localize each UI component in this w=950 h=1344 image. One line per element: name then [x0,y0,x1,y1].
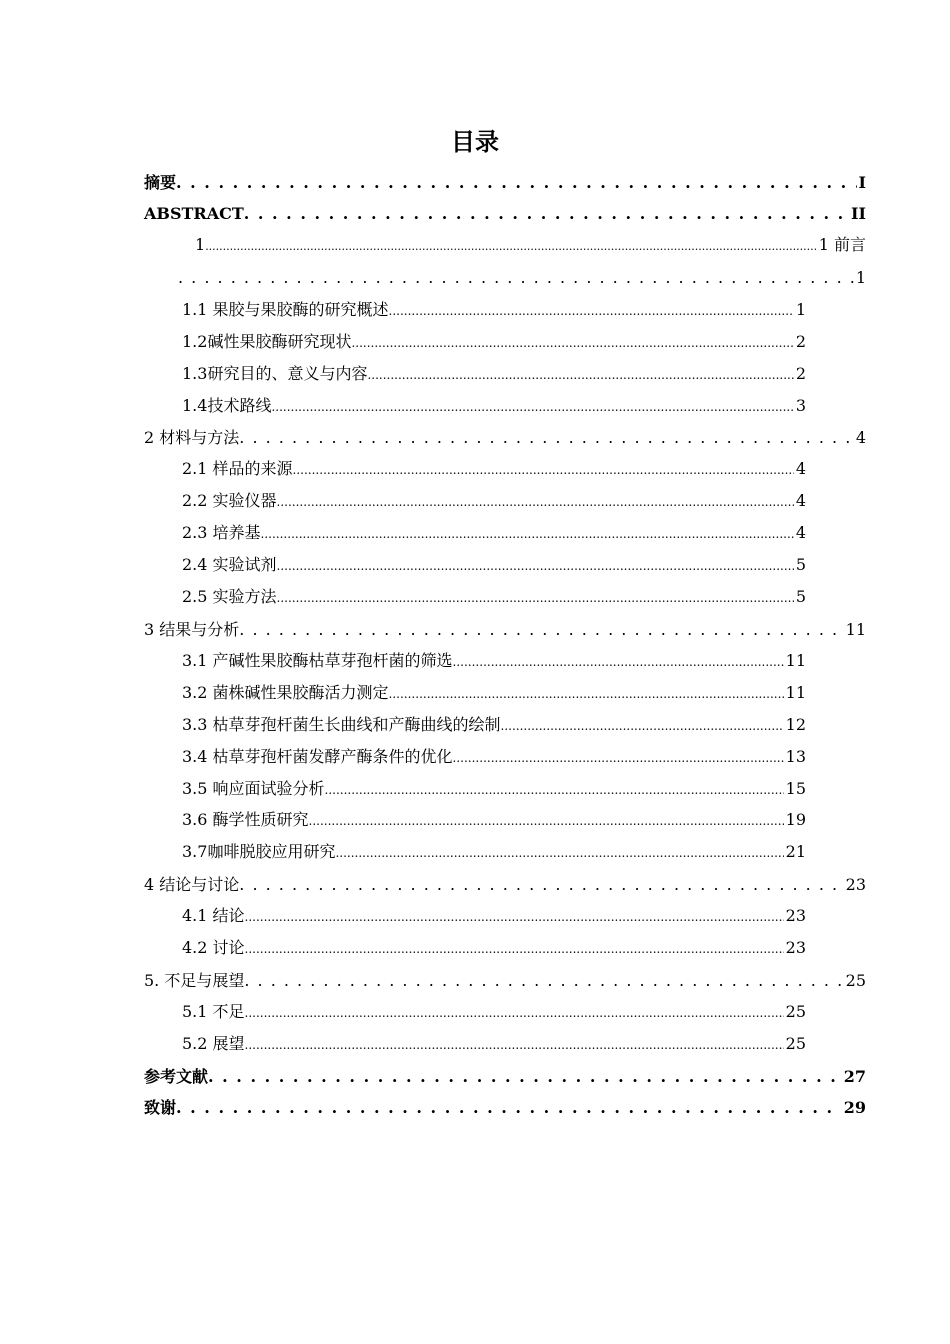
toc-entry-page: I [858,173,866,192]
toc-entry-label: 2.2 实验仪器 [182,491,277,510]
toc-entry-label: 3.3 枯草芽孢杆菌生长曲线和产酶曲线的绘制 [182,715,501,734]
toc-entry-label: 2.5 实验方法 [182,587,277,606]
toc-entry-page: 12 [785,715,806,734]
dot-leader [325,777,784,803]
dot-leader [245,936,784,962]
dot-leader [501,713,784,739]
dot-leader [309,808,784,834]
toc-entry-label: 5.1 不足 [182,1002,245,1021]
dot-leader [277,553,794,579]
dot-leader [244,201,849,227]
dot-leader [351,330,793,356]
toc-entry-references[interactable] [144,1064,866,1090]
toc-entry-page: 13 [785,747,806,766]
toc-entry-section[interactable] [182,680,806,706]
toc-entry-page: 25 [845,971,866,990]
toc-entry-section[interactable] [182,584,806,610]
toc-entry-page: 5 [795,587,806,606]
toc-entry-label: 2.4 实验试剂 [182,555,277,574]
toc-entry-label: 3.7咖啡脱胶应用研究 [182,842,336,861]
toc-entry-label: 5. 不足与展望 [144,971,245,990]
toc-entry-page: 4 [795,523,806,542]
toc-entry-section[interactable] [182,903,806,929]
toc-entry-label: 3.5 响应面试验分析 [182,779,325,798]
dot-leader [244,968,843,994]
toc-entry-page: II [851,204,866,223]
toc-entry-abstract-en[interactable] [144,201,866,227]
toc-entry-label: 1.3研究目的、意义与内容 [182,364,368,383]
toc-entry-chapter-4[interactable] [144,872,866,898]
toc-entry-section[interactable] [182,297,806,323]
toc-entry-section[interactable] [182,807,806,833]
dot-leader [261,521,794,547]
toc-entry-page: 23 [785,938,806,957]
toc-entry-section[interactable] [182,744,806,770]
toc-entry-acknowledgements[interactable] [144,1095,866,1121]
dot-leader [178,265,854,291]
toc-entry-label: 4.2 讨论 [182,938,245,957]
toc-entry-page: 23 [845,875,866,894]
dot-leader [205,234,817,260]
dot-leader [293,457,794,483]
dot-leader [389,681,784,707]
toc-entry-section[interactable] [182,488,806,514]
toc-entry-section[interactable] [182,648,806,674]
toc-entry-label: 4.1 结论 [182,906,245,925]
toc-entry-section[interactable] [182,776,806,802]
toc-entry-label: 2 材料与方法 [144,428,240,447]
toc-entry-page: 19 [785,810,806,829]
toc-entry-section[interactable] [182,456,806,482]
toc-title: 目录 [451,128,499,156]
toc-entry-label: 3.1 产碱性果胶酶枯草芽孢杆菌的筛选 [182,651,453,670]
toc-entry-page: 1 [795,300,806,319]
toc-entry-page: 15 [785,779,806,798]
toc-entry-page: 21 [785,842,806,861]
toc-entry-chapter-5[interactable] [144,968,866,994]
toc-entry-page: 23 [785,906,806,925]
dot-leader [271,394,793,420]
dot-leader [367,362,793,388]
toc-entry-page: 4 [795,459,806,478]
dot-leader [277,585,794,611]
toc-entry-number: 1 [195,235,206,254]
toc-entry-page: 3 [795,396,806,415]
toc-entry-section[interactable] [182,839,806,865]
dot-leader [176,1095,842,1121]
dot-leader [208,1064,842,1090]
toc-entry-section[interactable] [182,393,806,419]
toc-entry-label: 3 结果与分析 [144,620,240,639]
toc-entry-label: ABSTRACT [144,204,244,223]
toc-entry-page: 5 [795,555,806,574]
dot-leader [176,170,857,196]
dot-leader [277,489,794,515]
dot-leader [245,1000,784,1026]
dot-leader [389,298,794,324]
toc-entry-section[interactable] [182,329,806,355]
toc-entry-label: 致谢 [144,1098,177,1117]
dot-leader [245,1032,784,1058]
dot-leader [453,649,784,675]
toc-entry-label: 1.2碱性果胶酶研究现状 [182,332,352,351]
toc-entry-label: 4 结论与讨论 [144,875,240,894]
toc-entry-page: 27 [843,1067,866,1086]
toc-entry-page: 25 [785,1002,806,1021]
toc-entry-label: 3.6 酶学性质研究 [182,810,309,829]
toc-entry-section[interactable] [182,1031,806,1057]
toc-entry-page: 11 [785,683,806,702]
toc-entry-page: 4 [855,428,866,447]
toc-entry-page: 11 [845,620,866,639]
toc-entry-label: 2.3 培养基 [182,523,261,542]
dot-leader [335,840,783,866]
toc-entry-page: 2 [795,364,806,383]
toc-entry-label: 1 前言 [818,235,866,254]
toc-entry-section[interactable] [182,712,806,738]
toc-entry-chapter-1[interactable] [195,232,866,258]
toc-entry-page: 25 [785,1034,806,1053]
toc-entry-section[interactable] [182,520,806,546]
toc-entry-section[interactable] [182,361,806,387]
toc-entry-label: 3.4 枯草芽孢杆菌发酵产酶条件的优化 [182,747,453,766]
toc-entry-chapter-2[interactable] [144,425,866,451]
toc-entry-page: 2 [795,332,806,351]
toc-entry-label: 参考文献 [144,1067,209,1086]
toc-entry-label: 1.4技术路线 [182,396,272,415]
toc-entry-section[interactable] [182,999,806,1025]
toc-entry-section[interactable] [182,935,806,961]
dot-leader [245,904,784,930]
toc-entry-label: 1.1 果胶与果胶酶的研究概述 [182,300,389,319]
toc-entry-chapter-1-continued[interactable] [178,265,866,291]
dot-leader [453,745,784,771]
toc-entry-page: 1 [855,268,866,287]
dot-leader [239,617,843,643]
dot-leader [239,872,843,898]
toc-entry-label: 摘要 [144,173,177,192]
toc-entry-section[interactable] [182,552,806,578]
toc-entry-page: 4 [795,491,806,510]
toc-entry-abstract-cn[interactable] [144,170,866,196]
toc-entry-page: 11 [785,651,806,670]
toc-entry-label: 5.2 展望 [182,1034,245,1053]
toc-entry-page: 29 [843,1098,866,1117]
dot-leader [239,425,854,451]
toc-entry-label: 2.1 样品的来源 [182,459,293,478]
toc-entry-label: 3.2 菌株碱性果胶酶活力测定 [182,683,389,702]
toc-entry-chapter-3[interactable] [144,617,866,643]
